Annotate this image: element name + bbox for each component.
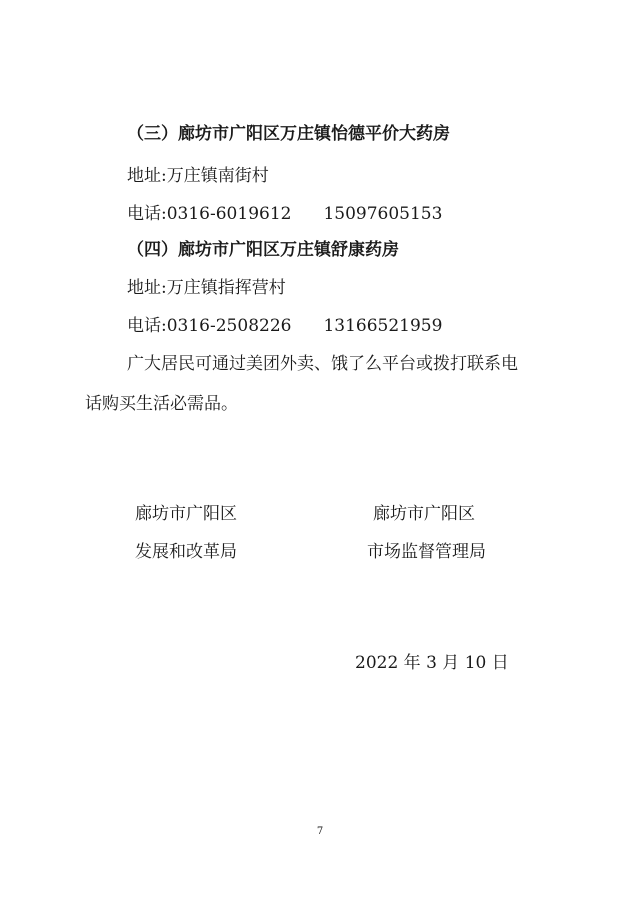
section-4-address: 地址:万庄镇指挥营村: [127, 278, 286, 298]
signature-right-line-1: 廊坊市广阳区: [373, 504, 475, 524]
section-4-heading: （四）廊坊市广阳区万庄镇舒康药房: [127, 240, 399, 260]
phone-number-mobile: 15097605153: [323, 204, 443, 224]
phone-number-mobile: 13166521959: [323, 316, 443, 336]
section-3-address: 地址:万庄镇南街村: [127, 166, 269, 186]
section-3-phone: [127, 203, 442, 225]
phone-prefix: 电话:: [127, 316, 167, 336]
signature-left-line-1: 廊坊市广阳区: [135, 504, 237, 524]
notice-line-1: 广大居民可通过美团外卖、饿了么平台或拨打联系电: [127, 354, 518, 374]
signature-right-line-2: 市场监督管理局: [367, 542, 486, 562]
section-3-heading: （三）廊坊市广阳区万庄镇怡德平价大药房: [127, 124, 450, 144]
page-number: 7: [316, 826, 324, 837]
document-date: 2022 年 3 月 10 日: [355, 653, 509, 673]
phone-prefix: 电话:: [127, 204, 167, 224]
section-4-phone: [127, 315, 442, 337]
phone-number-landline: 0316-6019612: [166, 204, 292, 224]
phone-number-landline: 0316-2508226: [166, 316, 292, 336]
notice-line-2: 话购买生活必需品。: [85, 394, 238, 414]
signature-left-line-2: 发展和改革局: [135, 542, 237, 562]
